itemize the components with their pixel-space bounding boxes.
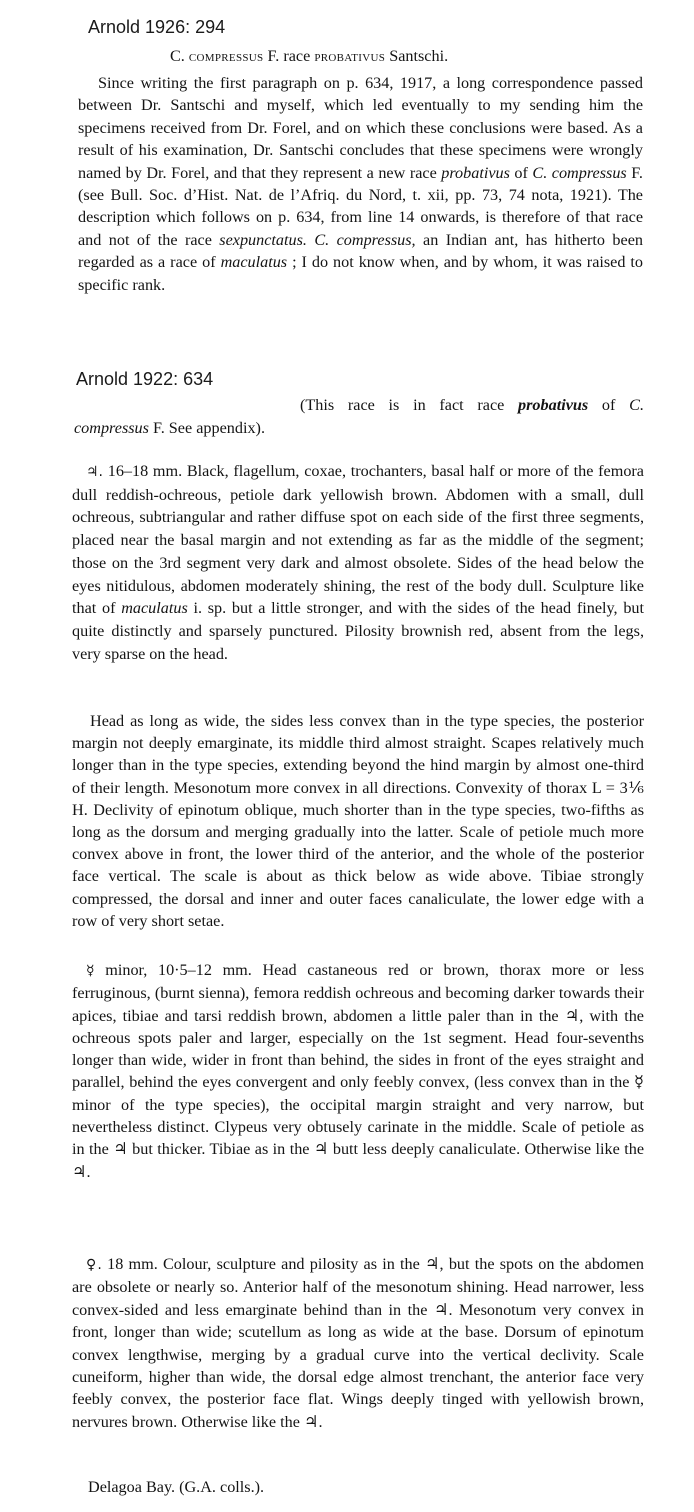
- appendix-paragraph: Since writing the first paragraph on p. 634, 1917, a long correspondence passed between Dr. Santschi and myself, which led eventually to my sending him the specimens received from Dr. Forel, and on which these conclusions were based. As a result of his examination, Dr. Santschi concludes that these specimens were wrongly named by Dr. Forel, and that they represent a new race probativus of C. compressus F. (see Bull. Soc. d’Hist. Nat. de l’Afriq. du Nord, t. xii, pp. 73, 74 nota, 1921). The description which follows on p. 634, from line 14 onwards, is therefore of that race and not of the race sexpunctatus. C. compressus, an Indian ant, has hitherto been regarded as a race of maculatus ; I do not know when, and by whom, it was raised to specific rank.: [78, 74, 644, 294]
- female-symbol: ♀.: [86, 1257, 102, 1273]
- locality-line: Delagoa Bay. (G.A. colls.).: [88, 1478, 265, 1496]
- heading-race-name: probativus: [314, 47, 386, 65]
- heading-species-name: compressus: [188, 47, 264, 65]
- minor-worker-symbol: ☿: [86, 963, 95, 979]
- female-description: ♀. 18 mm. Colour, sculpture and pilosity as in the ♃, but the spots on the abdomen are obsolete or nearly so. Anterior half of the mesonotum shining. Head narrower, less convex-sided and less emarginate behind than in the ♃. Mesonotum very convex in front, longer than wide; scutellum as long as wide at the base. Dorsum of epinotum convex lengthwise, merging by a gradual curve into the vertical declivity. Scale cuneiform, higher than wide, the dorsal edge almost trenchant, the anterior face very feebly convex, the posterior face flat. Wings deeply tinged with yellowish brown, nervures brown. Otherwise like the ♃.: [72, 1255, 644, 1431]
- heading-genus: C.: [170, 47, 185, 65]
- heading-author: F.: [267, 47, 280, 65]
- major-worker-description: ♃. 16–18 mm. Black, flagellum, coxae, trochanters, basal half or more of the femora dull reddish-ochreous, petiole dark yellowish brown. Abdomen with a small, dull ochreous, subtriangular and rather diffuse spot on each side of the first three segments, placed near the basal margin and not extending as far as the middle of the segment; those on the 3rd segment very dark and almost obsolete. Sides of the head below the eyes nitidulous, abdomen moderately shining, the rest of the body dull. Sculpture like that of maculatus i. sp. but a little stronger, and with the sides of the head finely, but quite distinctly and sparsely punctured. Pilosity brownish red, absent from the legs, very sparse on the head.: [72, 462, 645, 663]
- heading-race-author: Santschi.: [389, 47, 449, 65]
- citation-label-1922: Arnold 1922: 634: [76, 369, 214, 389]
- major-worker-symbol: ♃.: [86, 464, 104, 480]
- correction-note: (This race is in fact race probativus of C. compressus F. See appendix).: [74, 396, 644, 437]
- citation-label-1926: Arnold 1926: 294: [88, 17, 226, 37]
- species-heading: [170, 46, 448, 66]
- heading-race-word: race: [283, 47, 311, 65]
- minor-worker-description: ☿ minor, 10·5–12 mm. Head castaneous red or brown, thorax more or less ferruginous, (burnt sienna), femora reddish ochreous and becoming darker towards their apices, tibiae and tarsi reddish brown, abdomen a little paler than in the ♃, with the ochreous spots paler and larger, especially on the 1st segment. Head four-sevenths longer than wide, wider in front than behind, the sides in front of the eyes straight and parallel, behind the eyes convergent and only feebly convex, (less convex than in the ☿ minor of the type species), the occipital margin straight and very narrow, but nevertheless distinct. Clypeus very obtusely carinate in the middle. Scale of petiole as in the ♃ but thicker. Tibiae as in the ♃ butt less deeply canaliculate. Otherwise like the ♃.: [72, 961, 644, 1181]
- head-description: Head as long as wide, the sides less convex than in the type species, the posterior margin not deeply emarginate, its middle third almost straight. Scapes relatively much longer than in the type species, extending beyond the hind margin by almost one-third of their length. Mesonotum more convex in all directions. Convexity of thorax L = 3⅙ H. Declivity of epinotum oblique, much shorter than in the type species, two-fifths as long as the dorsum and merging gradually into the latter. Scale of petiole much more convex above in front, the lower third of the anterior, and the whole of the posterior face vertical. The scale is about as thick below as wide above. Tibiae strongly compressed, the dorsal and inner and outer faces canaliculate, the lower edge with a row of very short setae.: [72, 712, 644, 930]
